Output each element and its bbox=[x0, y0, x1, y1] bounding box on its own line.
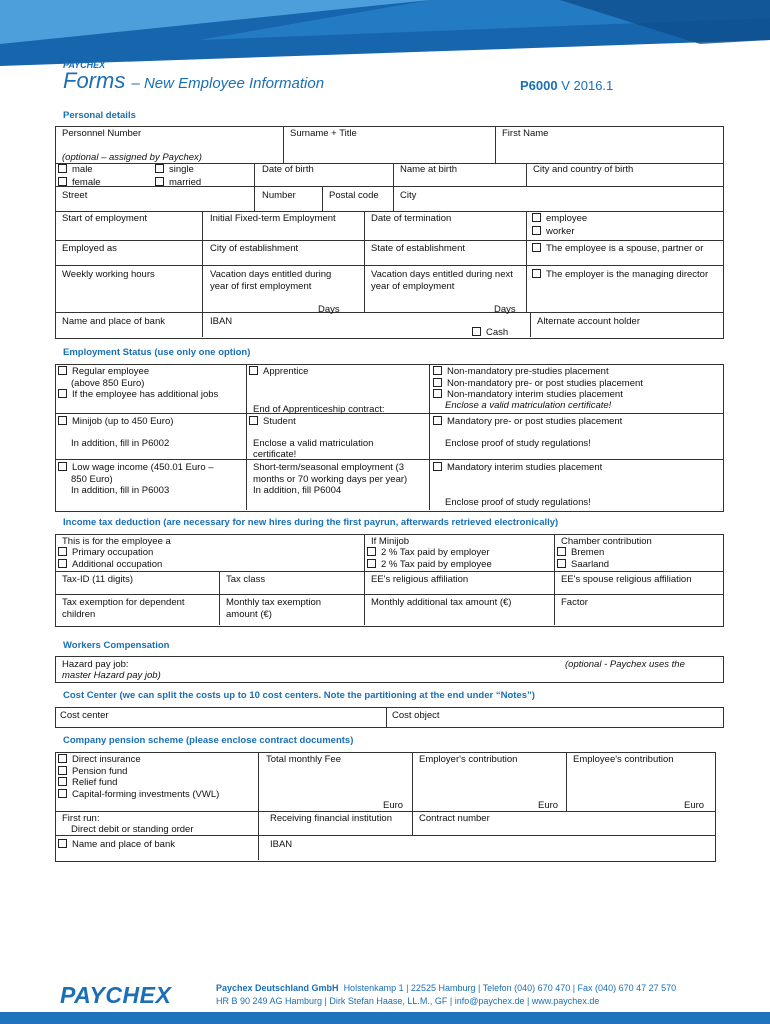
married-label: married bbox=[169, 177, 202, 188]
checkbox-icon bbox=[433, 416, 442, 425]
bremen-label: Bremen bbox=[571, 547, 605, 558]
enclose-proof-note: Enclose proof of study regulations! bbox=[445, 438, 591, 449]
euro-label-3: Euro bbox=[684, 800, 705, 811]
checkbox-icon bbox=[532, 269, 541, 278]
low-wage-checkbox[interactable] bbox=[58, 462, 214, 474]
non-mand-interim-checkbox[interactable] bbox=[433, 389, 623, 401]
footer-band bbox=[0, 1012, 770, 1024]
primary-occupation-label: Primary occupation bbox=[72, 547, 154, 558]
checkbox-icon bbox=[58, 559, 67, 568]
checkbox-icon bbox=[58, 389, 67, 398]
cost-center-table bbox=[55, 707, 724, 728]
spouse-religious-label: EE's spouse religious affiliation bbox=[561, 574, 692, 585]
checkbox-icon bbox=[155, 177, 164, 186]
city-country-birth-label: City and country of birth bbox=[533, 164, 634, 175]
single-checkbox[interactable] bbox=[155, 164, 194, 176]
enclose-valid-note-1: Enclose a valid matriculation bbox=[253, 438, 374, 449]
direct-insurance-label: Direct insurance bbox=[72, 754, 141, 765]
female-label: female bbox=[72, 177, 101, 188]
p6003-note: In addition, fill in P6003 bbox=[71, 485, 170, 496]
primary-occupation-checkbox[interactable] bbox=[58, 547, 153, 559]
bank-name-label: Name and place of bank bbox=[62, 316, 165, 327]
title-main: Forms bbox=[63, 68, 126, 93]
checkbox-icon bbox=[58, 754, 67, 763]
checkbox-icon bbox=[58, 839, 67, 848]
worker-checkbox[interactable] bbox=[532, 226, 575, 238]
mand-pre-post-label: Mandatory pre- or post studies placement bbox=[447, 416, 623, 427]
direct-debit-label: Direct debit or standing order bbox=[71, 824, 194, 835]
non-mand-interim-label: Non-mandatory interim studies placement bbox=[447, 389, 623, 400]
cash-checkbox[interactable] bbox=[472, 327, 508, 339]
managing-director-checkbox[interactable] bbox=[532, 269, 708, 281]
checkbox-icon bbox=[433, 378, 442, 387]
pension-fund-label: Pension fund bbox=[72, 766, 128, 777]
tax-employee-checkbox[interactable] bbox=[367, 559, 492, 571]
regular-employee-label: Regular employee bbox=[72, 366, 150, 377]
apprentice-label: Apprentice bbox=[263, 366, 309, 377]
optional-note: (optional – assigned by Paychex) bbox=[62, 152, 202, 163]
checkbox-icon bbox=[58, 547, 67, 556]
checkbox-icon bbox=[557, 559, 566, 568]
non-mand-pre-label: Non-mandatory pre-studies placement bbox=[447, 366, 609, 377]
checkbox-icon bbox=[58, 177, 67, 186]
euro-label-2: Euro bbox=[538, 800, 559, 811]
short-term-label-2: months or 70 working days per year) bbox=[253, 474, 408, 485]
vacation-first-label-1: Vacation days entitled during bbox=[210, 269, 332, 280]
checkbox-icon bbox=[155, 164, 164, 173]
form-code bbox=[520, 78, 613, 93]
capital-forming-label: Capital-forming investments (VWL) bbox=[72, 789, 220, 800]
hazard-label: Hazard pay job: bbox=[62, 659, 129, 670]
initial-fixed-term-label: Initial Fixed-term Employment bbox=[210, 213, 336, 224]
state-establishment-label: State of establishment bbox=[371, 243, 465, 254]
checkbox-icon bbox=[367, 559, 376, 568]
date-of-birth-label: Date of birth bbox=[262, 164, 314, 175]
pension-bank-label: Name and place of bank bbox=[72, 839, 175, 850]
checkbox-icon bbox=[532, 213, 541, 222]
footer-line-1 bbox=[216, 983, 676, 993]
exemption-label-2: children bbox=[62, 609, 96, 620]
vacation-first-label-2: year of first employment bbox=[210, 281, 312, 292]
checkbox-icon bbox=[532, 243, 541, 252]
regular-employee-checkbox[interactable] bbox=[58, 366, 149, 378]
short-term-label-1: Short-term/seasonal employment (3 bbox=[253, 462, 405, 473]
checkbox-icon bbox=[532, 226, 541, 235]
regular-employee-note: (above 850 Euro) bbox=[71, 378, 145, 389]
checkbox-icon bbox=[433, 389, 442, 398]
end-apprenticeship-label: End of Apprenticeship contract: bbox=[253, 404, 385, 415]
female-checkbox[interactable] bbox=[58, 177, 101, 189]
chamber-label: Chamber contribution bbox=[561, 536, 652, 547]
employed-as-label: Employed as bbox=[62, 243, 117, 254]
iban-label: IBAN bbox=[210, 316, 233, 327]
monthly-exemption-label-1: Monthly tax exemption bbox=[226, 597, 322, 608]
number-label: Number bbox=[262, 190, 296, 201]
apprentice-checkbox[interactable] bbox=[249, 366, 308, 378]
capital-forming-checkbox[interactable] bbox=[58, 789, 219, 801]
vacation-next-label-2: year of employment bbox=[371, 281, 455, 292]
married-checkbox[interactable] bbox=[155, 177, 201, 189]
vacation-next-label-1: Vacation days entitled during next bbox=[371, 269, 513, 280]
pension-bank-checkbox[interactable] bbox=[58, 839, 175, 851]
this-is-for-label: This is for the employee a bbox=[62, 536, 171, 547]
enclose-valid-note-2: certificate! bbox=[253, 449, 297, 460]
additional-occupation-checkbox[interactable] bbox=[58, 559, 162, 571]
checkbox-icon bbox=[249, 416, 258, 425]
bremen-checkbox[interactable] bbox=[557, 547, 604, 559]
contract-number-label: Contract number bbox=[419, 813, 490, 824]
minijob-label: Minijob (up to 450 Euro) bbox=[72, 416, 174, 427]
student-label: Student bbox=[263, 416, 296, 427]
checkbox-icon bbox=[367, 547, 376, 556]
receiving-institution-label: Receiving financial institution bbox=[270, 813, 392, 824]
enclose-matriculation-note: Enclose a valid matriculation certificate! bbox=[445, 400, 612, 411]
optional-note-workers: (optional - Paychex uses the bbox=[565, 659, 685, 670]
managing-director-label: The employer is the managing director bbox=[546, 269, 709, 280]
days-label-next: Days bbox=[494, 304, 516, 315]
checkbox-icon bbox=[58, 416, 67, 425]
date-termination-label: Date of termination bbox=[371, 213, 452, 224]
checkbox-icon bbox=[58, 766, 67, 775]
days-label-first: Days bbox=[318, 304, 340, 315]
checkbox-icon bbox=[58, 789, 67, 798]
name-at-birth-label: Name at birth bbox=[400, 164, 458, 175]
pension-iban-label: IBAN bbox=[270, 839, 293, 850]
surname-label: Surname + Title bbox=[290, 128, 357, 139]
tax-class-label: Tax class bbox=[226, 574, 266, 585]
short-term-label-3: In addition, fill P6004 bbox=[253, 485, 342, 496]
checkbox-icon bbox=[433, 462, 442, 471]
cash-label: Cash bbox=[486, 327, 509, 338]
spouse-partner-label: The employee is a spouse, partner or bbox=[546, 243, 704, 254]
tax-employer-label: 2 % Tax paid by employer bbox=[381, 547, 490, 558]
income-tax-heading: Income tax deduction (are necessary for new hires during the first payrun, afterwards retrieved electronically) bbox=[63, 517, 559, 528]
student-checkbox[interactable] bbox=[249, 416, 296, 428]
brand-label: PAYCHEX bbox=[63, 60, 106, 70]
cost-center-label: Cost center bbox=[60, 710, 109, 721]
cost-object-label: Cost object bbox=[392, 710, 440, 721]
first-name-label: First Name bbox=[502, 128, 549, 139]
header-banner bbox=[0, 0, 770, 66]
checkbox-icon bbox=[557, 547, 566, 556]
personal-details-heading: Personal details bbox=[63, 110, 136, 121]
city-label: City bbox=[400, 190, 417, 201]
saarland-checkbox[interactable] bbox=[557, 559, 609, 571]
p6002-note: In addition, fill in P6002 bbox=[71, 438, 170, 449]
worker-label: worker bbox=[546, 226, 575, 237]
workers-comp-heading: Workers Compensation bbox=[63, 640, 170, 651]
form-version: V 2016.1 bbox=[561, 78, 614, 93]
mand-interim-checkbox[interactable] bbox=[433, 462, 602, 474]
employee-checkbox[interactable] bbox=[532, 213, 587, 225]
master-hazard-note: master Hazard pay job) bbox=[62, 670, 161, 681]
if-minijob-label: If Minijob bbox=[371, 536, 410, 547]
weekly-hours-label: Weekly working hours bbox=[62, 269, 155, 280]
exemption-label-1: Tax exemption for dependent bbox=[62, 597, 185, 608]
footer-company: Paychex Deutschland GmbH bbox=[216, 983, 339, 993]
relief-fund-checkbox[interactable] bbox=[58, 777, 117, 789]
tax-id-label: Tax-ID (11 digits) bbox=[62, 574, 134, 585]
mand-interim-label: Mandatory interim studies placement bbox=[447, 462, 603, 473]
mand-pre-post-checkbox[interactable] bbox=[433, 416, 622, 428]
minijob-checkbox[interactable] bbox=[58, 416, 173, 428]
low-wage-note: 850 Euro) bbox=[71, 474, 113, 485]
tax-employee-label: 2 % Tax paid by employee bbox=[381, 559, 492, 570]
title-sub: – New Employee Information bbox=[131, 75, 325, 92]
personnel-number-label: Personnel Number bbox=[62, 128, 142, 139]
city-establishment-label: City of establishment bbox=[210, 243, 299, 254]
single-label: single bbox=[169, 164, 194, 175]
employment-status-heading: Employment Status (use only one option) bbox=[63, 347, 251, 358]
paychex-logo: PAYCHEX bbox=[60, 982, 172, 1008]
first-run-label: First run: bbox=[62, 813, 100, 824]
non-mand-pre-checkbox[interactable] bbox=[433, 366, 609, 378]
relief-fund-label: Relief fund bbox=[72, 777, 118, 788]
checkbox-icon bbox=[58, 164, 67, 173]
alternate-holder-label: Alternate account holder bbox=[537, 316, 640, 327]
employee-contrib-label: Employee's contribution bbox=[573, 754, 674, 765]
checkbox-icon bbox=[433, 366, 442, 375]
footer-address: Holstenkamp 1 | 22525 Hamburg | Telefon (040) 670 470 | Fax (040) 670 47 27 570 bbox=[343, 983, 677, 993]
employee-label: employee bbox=[546, 213, 588, 224]
tax-employer-checkbox[interactable] bbox=[367, 547, 490, 559]
male-checkbox[interactable] bbox=[58, 164, 93, 176]
euro-label-1: Euro bbox=[383, 800, 404, 811]
form-number: P6000 bbox=[520, 78, 558, 93]
checkbox-icon bbox=[472, 327, 481, 336]
pension-fund-checkbox[interactable] bbox=[58, 766, 127, 778]
religious-label: EE's religious affiliation bbox=[371, 574, 469, 585]
monthly-exemption-label-2: amount (€) bbox=[226, 609, 272, 620]
direct-insurance-checkbox[interactable] bbox=[58, 754, 141, 766]
postal-code-label: Postal code bbox=[329, 190, 379, 201]
additional-jobs-label: If the employee has additional jobs bbox=[72, 389, 219, 400]
employer-contrib-label: Employer's contribution bbox=[419, 754, 518, 765]
total-fee-label: Total monthly Fee bbox=[266, 754, 341, 765]
additional-jobs-checkbox[interactable] bbox=[58, 389, 218, 401]
footer-line-2: HR B 90 249 AG Hamburg | Dirk Stefan Haase, LL.M., GF | info@paychex.de | www.paychex.de bbox=[216, 996, 600, 1006]
factor-label: Factor bbox=[561, 597, 588, 608]
checkbox-icon bbox=[58, 366, 67, 375]
checkbox-icon bbox=[58, 462, 67, 471]
pension-heading: Company pension scheme (please enclose contract documents) bbox=[63, 735, 354, 746]
non-mand-pre-post-checkbox[interactable] bbox=[433, 378, 643, 390]
page-title bbox=[63, 68, 324, 94]
male-label: male bbox=[72, 164, 93, 175]
enclose-proof-note-2: Enclose proof of study regulations! bbox=[445, 497, 591, 508]
saarland-label: Saarland bbox=[571, 559, 610, 570]
street-label: Street bbox=[62, 190, 88, 201]
low-wage-label: Low wage income (450.01 Euro – bbox=[72, 462, 214, 473]
start-employment-label: Start of employment bbox=[62, 213, 148, 224]
spouse-partner-checkbox[interactable] bbox=[532, 243, 703, 255]
cost-center-heading: Cost Center (we can split the costs up to 10 cost centers. Note the partitioning at the end under “Notes”) bbox=[63, 690, 535, 701]
monthly-additional-label: Monthly additional tax amount (€) bbox=[371, 597, 512, 608]
checkbox-icon bbox=[58, 777, 67, 786]
non-mand-pre-post-label: Non-mandatory pre- or post studies placement bbox=[447, 378, 643, 389]
checkbox-icon bbox=[249, 366, 258, 375]
additional-occupation-label: Additional occupation bbox=[72, 559, 163, 570]
